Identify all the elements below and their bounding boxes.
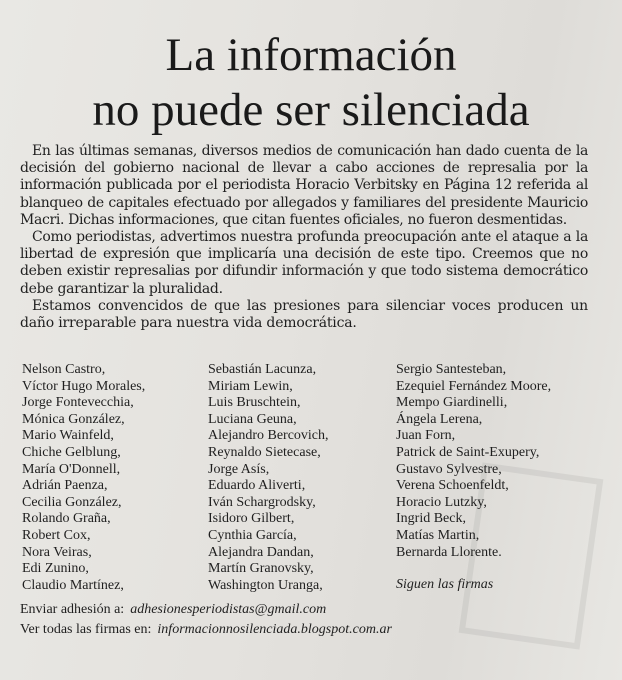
adhesion-email: adhesionesperiodistas@gmail.com <box>130 602 327 617</box>
signature-name: Reynaldo Sietecase, <box>208 444 321 460</box>
signature-name: Cynthia García, <box>208 527 297 543</box>
more-signatures-note: Siguen las firmas <box>396 577 494 593</box>
signature-name: Cecilia González, <box>22 494 122 510</box>
signature-name: Edi Zunino, <box>22 561 89 577</box>
signature-name: Iván Schargrodsky, <box>208 494 316 510</box>
signature-name: Robert Cox, <box>22 527 91 543</box>
signature-name: Alejandro Bercovich, <box>208 428 329 444</box>
signature-name: Nora Veiras, <box>22 544 92 560</box>
signature-name: Matías Martin, <box>396 527 480 543</box>
signature-name: Mónica González, <box>22 411 125 427</box>
signature-name: Ezequiel Fernández Moore, <box>396 378 552 394</box>
signature-name: Adrián Paenza, <box>22 478 108 494</box>
signature-name: Nelson Castro, <box>22 362 106 377</box>
paragraph-2: Como periodistas, advertimos nuestra profunda preocupación ante el ataque a la libertad de expresión que implicaría una decisión de este tipo. Creemos que no deben existir represalias por difundir información y que todo sistema democrático debe garantizar la pluralidad. <box>20 229 588 297</box>
signature-name: Miriam Lewin, <box>208 378 293 394</box>
signature-name: Patrick de Saint-Exupery, <box>396 444 540 460</box>
signature-name: Gustavo Sylvestre, <box>396 461 502 477</box>
signatures-column-3 <box>396 362 551 594</box>
signatures-column-1 <box>22 362 145 594</box>
firmas-url: informacionnosilenciada.blogspot.com.ar <box>157 622 392 637</box>
paragraph-3: Estamos convencidos de que las presiones para silenciar voces producen un daño irreparable para nuestra vida democrática. <box>20 297 588 332</box>
firmas-label: Ver todas las firmas en: <box>20 622 152 637</box>
signature-name: María O'Donnell, <box>22 461 121 477</box>
signature-name: Isidoro Gilbert, <box>208 511 295 527</box>
adhesion-label: Enviar adhesión a: <box>20 602 125 617</box>
signature-name: Jorge Asís, <box>208 461 270 477</box>
signature-name: Horacio Lutzky, <box>396 494 487 510</box>
signatures-column-3-names <box>396 362 551 561</box>
signature-name: Martín Granovsky, <box>208 561 314 577</box>
signature-name: Víctor Hugo Morales, <box>22 378 146 394</box>
headline-line-1: La información <box>165 29 457 81</box>
signature-name: Sergio Santesteban, <box>396 362 507 377</box>
signature-name: Mempo Giardinelli, <box>396 395 508 411</box>
signature-name: Juan Forn, <box>396 428 456 444</box>
headline-line-2: no puede ser silenciada <box>92 84 530 136</box>
paragraph-1: En las últimas semanas, diversos medios de comunicación han dado cuenta de la decisión del gobierno nacional de llevar a cabo acciones de represalia por la información publicada por el periodista Horacio Verbitsky en Página 12 referida al blanqueo de capitales efectuado por allegados y familiares del presidente Mauricio Macri. Dichas informaciones, que citan fuentes oficiales, no fueron desmentidas. <box>20 143 588 228</box>
signature-name: Chiche Gelblung, <box>22 444 121 460</box>
firmas-line <box>20 622 392 638</box>
signature-name: Luis Bruschtein, <box>208 395 301 411</box>
signature-name: Alejandra Dandan, <box>208 544 314 560</box>
signature-name: Bernarda Llorente. <box>396 544 502 560</box>
signature-name: Verena Schoenfeldt, <box>396 478 509 494</box>
signature-name: Eduardo Aliverti, <box>208 478 306 494</box>
signature-name: Ángela Lerena, <box>396 411 483 427</box>
signatures-column-2 <box>208 362 329 594</box>
signature-name: Sebastián Lacunza, <box>208 362 317 377</box>
headline <box>0 28 622 138</box>
signature-name: Luciana Geuna, <box>208 411 297 427</box>
signature-name: Rolando Graña, <box>22 511 111 527</box>
signature-name: Ingrid Beck, <box>396 511 466 527</box>
signature-name: Jorge Fontevecchia, <box>22 395 134 411</box>
signature-name: Mario Wainfeld, <box>22 428 114 444</box>
signature-name: Washington Uranga, <box>208 577 323 593</box>
signature-name: Claudio Martínez, <box>22 577 124 593</box>
adhesion-line <box>20 602 326 618</box>
statement-body <box>20 143 588 332</box>
